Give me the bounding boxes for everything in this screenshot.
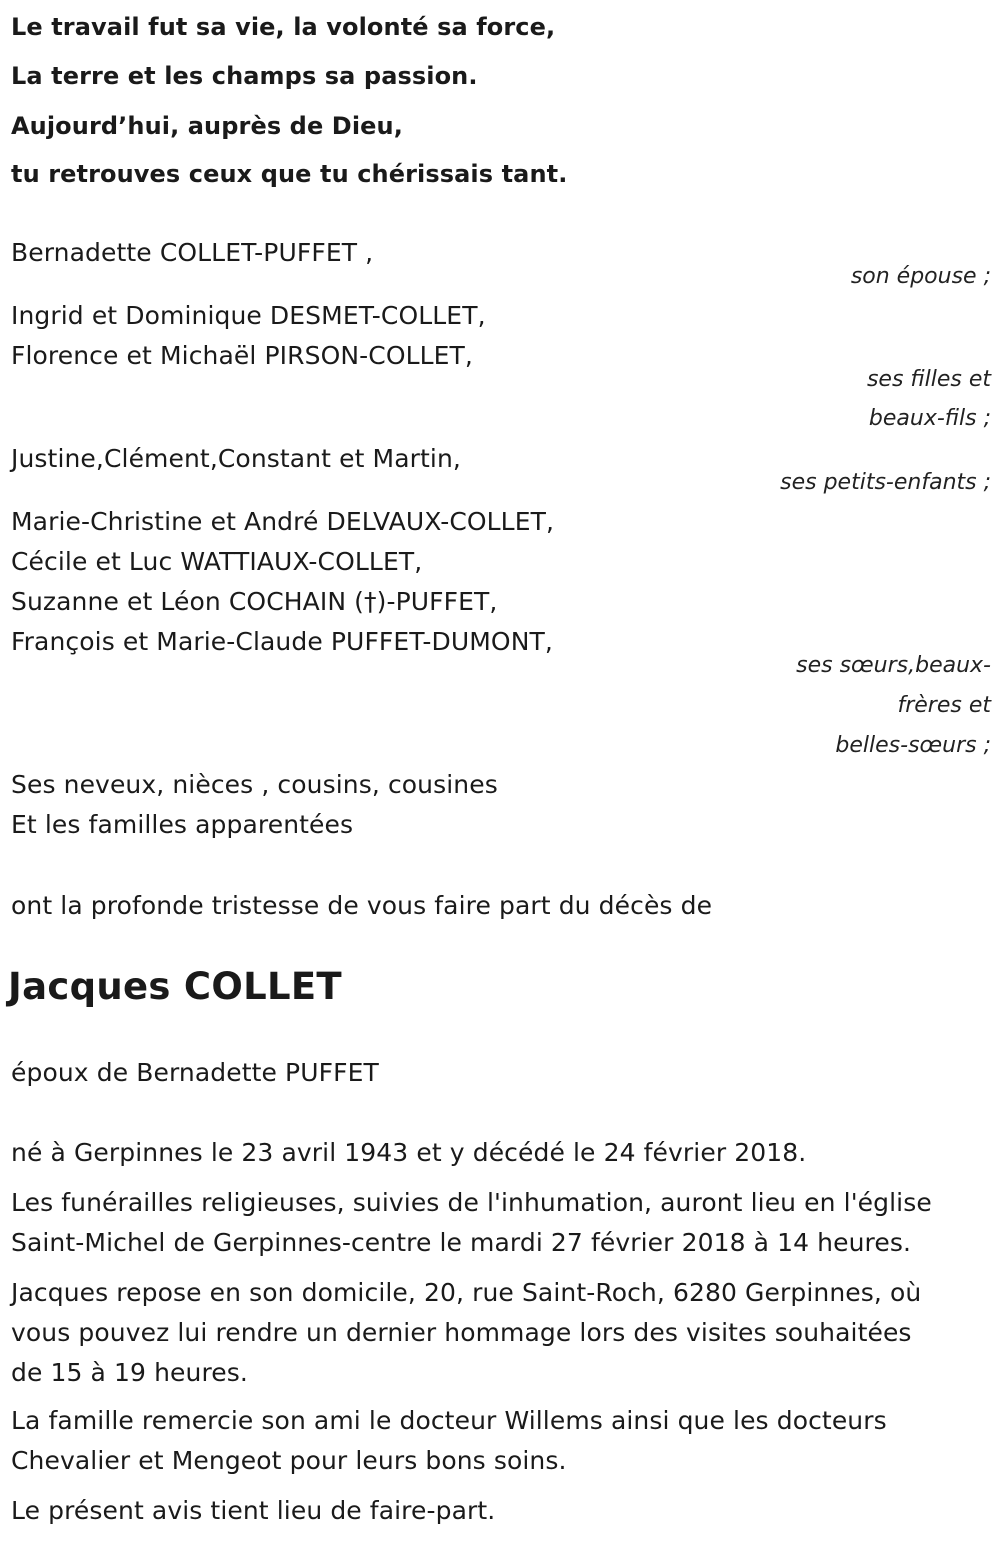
rest-line: Jacques repose en son domicile, 20, rue Saint-Roch, 6280 Gerpinnes, où — [11, 1278, 922, 1307]
rest-line: de 15 à 19 heures. — [11, 1358, 248, 1387]
sibling-line: François et Marie-Claude PUFFET-DUMONT, — [11, 627, 553, 656]
funeral-line: Saint-Michel de Gerpinnes-centre le mardi 27 février 2018 à 14 heures. — [11, 1228, 912, 1257]
rest-line: vous pouvez lui rendre un dernier hommage lors des visites souhaitées — [11, 1318, 912, 1347]
verse-line: tu retrouves ceux que tu chérissais tant. — [11, 160, 568, 188]
sibling-line: Marie-Christine et André DELVAUX-COLLET, — [11, 507, 555, 536]
thanks-line: Chevalier et Mengeot pour leurs bons soins. — [11, 1446, 567, 1475]
announcement: ont la profonde tristesse de vous faire part du décès de — [11, 891, 713, 920]
thanks-line: La famille remercie son ami le docteur Willems ainsi que les docteurs — [11, 1406, 887, 1435]
spouse-relation: son épouse ; — [850, 264, 991, 289]
siblings-relation: ses sœurs,beaux- — [796, 653, 991, 678]
siblings-relation: frères et — [897, 693, 991, 718]
extended-family-line: Ses neveux, nièces , cousins, cousines — [11, 770, 498, 799]
verse-line: Le travail fut sa vie, la volonté sa force, — [11, 13, 556, 41]
daughters-relation: ses filles et — [866, 367, 991, 392]
extended-family-line: Et les familles apparentées — [11, 810, 354, 839]
verse-line: La terre et les champs sa passion. — [11, 62, 478, 90]
grandchildren-relation: ses petits-enfants ; — [780, 470, 991, 495]
spouse-name: Bernadette COLLET-PUFFET , — [11, 238, 374, 267]
spouse-of: époux de Bernadette PUFFET — [11, 1058, 379, 1087]
sibling-line: Cécile et Luc WATTIAUX-COLLET, — [11, 547, 423, 576]
daughters-relation: beaux-fils ; — [868, 406, 991, 431]
funeral-line: Les funérailles religieuses, suivies de l'inhumation, auront lieu en l'église — [11, 1188, 932, 1217]
sibling-line: Suzanne et Léon COCHAIN (†)-PUFFET, — [11, 587, 498, 616]
grandchildren-names: Justine,Clément,Constant et Martin, — [11, 444, 461, 473]
siblings-relation: belles-sœurs ; — [835, 733, 991, 758]
notice-line: Le présent avis tient lieu de faire-part. — [11, 1496, 496, 1525]
daughter-line: Florence et Michaël PIRSON-COLLET, — [11, 341, 473, 370]
birth-death-line: né à Gerpinnes le 23 avril 1943 et y décédé le 24 février 2018. — [11, 1138, 807, 1167]
daughter-line: Ingrid et Dominique DESMET-COLLET, — [11, 301, 486, 330]
verse-line: Aujourd’hui, auprès de Dieu, — [11, 112, 403, 140]
deceased-name: Jacques COLLET — [8, 965, 342, 1008]
